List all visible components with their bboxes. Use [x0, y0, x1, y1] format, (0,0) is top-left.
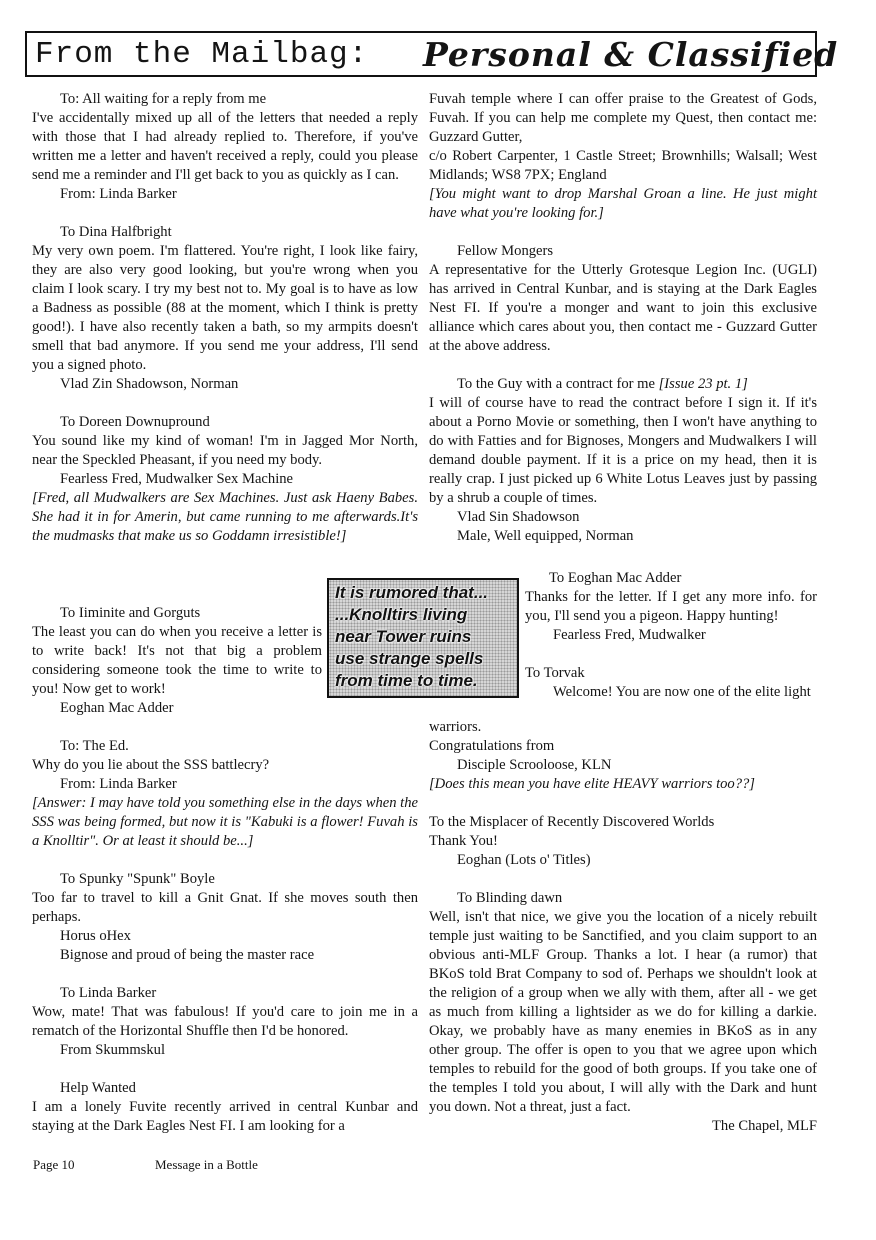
letter-heading: To Spunky "Spunk" Boyle — [60, 871, 215, 887]
letter-body: Congratulations from — [429, 738, 555, 754]
letter — [32, 984, 418, 1060]
letter-heading: To the Misplacer of Recently Discovered Worlds — [429, 814, 715, 830]
letter-heading-line — [429, 375, 817, 394]
letter-heading: Help Wanted — [60, 1080, 136, 1096]
letter-signature: Vlad Zin Shadowson, Norman — [60, 376, 239, 392]
page-header — [25, 31, 839, 77]
letter-body: I've accidentally mixed up all of the letters that needed a reply with those that I had already replied to. Therefore, if you've written me a letter and haven't received a reply, could you please send me a reminder and I'll get back to you as quickly as I can. — [32, 110, 418, 183]
letter-body: I am a lonely Fuvite recently arrived in central Kunbar and staying at the Dark Eagles Nest FI. I am looking for a — [32, 1099, 418, 1134]
letter-heading: To: All waiting for a reply from me — [60, 91, 267, 107]
letter — [429, 242, 817, 356]
letter-body: Too far to travel to kill a Gnit Gnat. If she moves south then perhaps. — [32, 890, 418, 925]
letter — [32, 413, 418, 546]
editor-note: [Answer: I may have told you something else in the days when the SSS was being formed, but now it is "Kabuki is a flower! Fuvah is a Knolltir". Or at least it should be...] — [32, 795, 418, 849]
letter-signature: From: Linda Barker — [60, 776, 177, 792]
letter-signature: Horus oHex — [60, 928, 131, 944]
letter-address: c/o Robert Carpenter, 1 Castle Street; Brownhills; Walsall; West Midlands; WS8 7PX; England — [429, 148, 817, 183]
letter-body: Thank You! — [429, 833, 498, 849]
rumor-line: ...Knolltirs living — [335, 605, 468, 624]
rumor-box — [327, 578, 519, 698]
letter — [32, 604, 322, 718]
letter — [525, 569, 817, 702]
editor-note: [Fred, all Mudwalkers are Sex Machines. Just ask Haeny Babes. She had it in for Amerin, but came running to me afterwards.It's the mudmasks that make us so Goddamn irresistible!] — [32, 490, 418, 544]
letter-heading: Fellow Mongers — [457, 243, 554, 259]
letter-heading: To Doreen Downupround — [60, 414, 210, 430]
letter-signature: Male, Well equipped, Norman — [457, 528, 634, 544]
letter-heading: To Eoghan Mac Adder — [549, 570, 682, 586]
issue-ref: [Issue 23 pt. 1] — [658, 376, 748, 392]
letter — [32, 870, 418, 965]
letter-signature: Fearless Fred, Mudwalker — [553, 627, 706, 643]
page-title: From the Mailbag: — [35, 37, 369, 72]
letter-signature: The Chapel, MLF — [712, 1118, 817, 1134]
rumor-line: It is rumored that... — [335, 583, 489, 602]
letter-body: Why do you lie about the SSS battlecry? — [32, 757, 270, 773]
letter-body: A representative for the Utterly Grotesque Legion Inc. (UGLI) has arrived in Central Kunbar, and is staying at the Dark Eagles Nest FI. If you're a monger and want to join this exclusive alliance which cares about you, then contact me - Guzzard Gutter at the above address. — [429, 262, 817, 354]
rumor-line: use strange spells — [335, 649, 484, 668]
rumor-line: from time to time. — [335, 671, 478, 690]
letter-body: Welcome! You are now one of the elite light — [553, 684, 811, 700]
letter-body: I will of course have to read the contract before I sign it. If it's about a Porno Movie or something, then I won't have anything to do with Fatties and for Bignoses, Mongers and Mudwalkers I will demand double payment. If it is a price on my head, then it is really crap. I just picked up 6 White Lotus Leaves just by passing by a shrub a couple of times. — [429, 395, 817, 506]
letter-heading: To Iiminite and Gorguts — [60, 605, 201, 621]
letter-heading: To the Guy with a contract for me — [457, 376, 655, 392]
letter-body: Fuvah temple where I can offer praise to the Greatest of Gods, Fuvah. If you can help me complete my Quest, then contact me: Guzzard Gutter, — [429, 91, 817, 145]
letter-heading: To: The Ed. — [60, 738, 129, 754]
letter-heading: To Dina Halfbright — [60, 224, 172, 240]
letter-signature: Bignose and proud of being the master race — [60, 947, 315, 963]
letter-signature: Disciple Scrooloose, KLN — [457, 757, 612, 773]
letter — [429, 718, 817, 794]
letter — [429, 813, 817, 870]
letter-signature: Vlad Sin Shadowson — [457, 509, 580, 525]
rumor-line: near Tower ruins — [335, 627, 472, 646]
editor-note: [You might want to drop Marshal Groan a line. He just might have what you're looking for.] — [429, 186, 817, 221]
letter-signature: From: Linda Barker — [60, 186, 177, 202]
letter-body: Thanks for the letter. If I get any more info. for you, I'll send you a pigeon. Happy hunting! — [525, 589, 817, 624]
letter-body: My very own poem. I'm flattered. You're right, I look like fairy, they are also very good looking, but you're wrong when you claim I look scary. I try my best not to. My goal is to have as low a Badness as possible (88 at the moment, which I think is pretty good!). I have also recently taken a bath, so my armpits doesn't smell that bad anymore. If you send me your address, I'll send you a signed photo. — [32, 243, 418, 373]
letter — [32, 737, 418, 851]
left-column-lower — [32, 737, 418, 1155]
letter — [429, 375, 817, 546]
letter-signature: Fearless Fred, Mudwalker Sex Machine — [60, 471, 294, 487]
page-number: Page 10 — [33, 1157, 75, 1172]
letter-body: Well, isn't that nice, we give you the location of a nicely rebuilt temple just waiting to be Sanctified, and you claim support to an obvious anti-MLF Group. Thanks a lot. I hear (a rumor) that BKoS told Brat Company to sod of. Perhaps we shouldn't look at the religion of a group when we ally with them, after all - we get as much from killing a lightsider as we do for killing a darkie. Okay, we probably have as many enemies in BKoS as in any other group. The offer is open to you that we agree upon which temples to rebuild for the good of both groups. If you take one of the temples I told you about, I will ally with the Dark and hunt you down. Not a threat, just a fact. — [429, 909, 817, 1115]
letter-heading: To Torvak — [525, 665, 585, 681]
page-subtitle: Personal & Classified — [423, 35, 839, 74]
letter — [32, 223, 418, 394]
right-column — [429, 90, 817, 565]
letter-body: You sound like my kind of woman! I'm in Jagged Mor North, near the Speckled Pheasant, if you need my body. — [32, 433, 418, 468]
letter-heading: To Blinding dawn — [457, 890, 563, 906]
letter — [429, 889, 817, 1136]
left-column — [32, 90, 418, 565]
letter-heading: To Linda Barker — [60, 985, 157, 1001]
right-column-lower — [429, 718, 817, 1155]
letter-body: The least you can do when you receive a letter is to write back! It's not that big a problem considering someone took the time to write to you! Now get to work! — [32, 624, 322, 697]
editor-note: [Does this mean you have elite HEAVY warriors too??] — [429, 776, 755, 792]
letter — [32, 90, 418, 204]
letter — [32, 1079, 418, 1136]
letter-body: Wow, mate! That was fabulous! If you'd care to join me in a rematch of the Horizontal Shuffle then I'd be honored. — [32, 1004, 418, 1039]
publication-name: Message in a Bottle — [155, 1157, 258, 1172]
letter-body: warriors. — [429, 719, 482, 735]
letter-signature: Eoghan Mac Adder — [60, 700, 174, 716]
letter-signature: From Skummskul — [60, 1042, 166, 1058]
letter-signature: Eoghan (Lots o' Titles) — [457, 852, 591, 868]
letter — [429, 90, 817, 223]
